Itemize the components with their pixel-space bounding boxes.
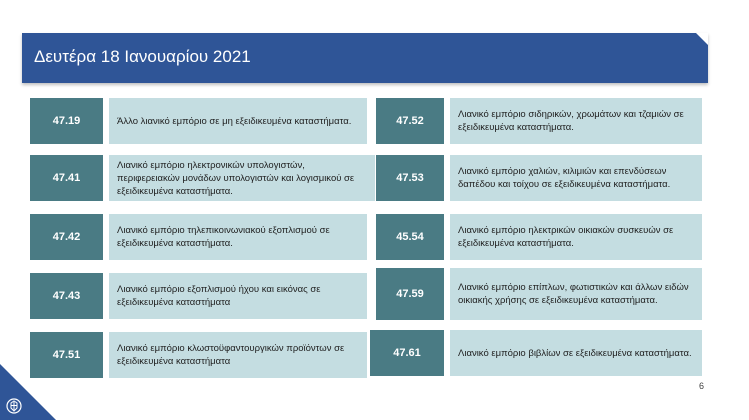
activity-code: 47.42: [30, 214, 103, 260]
activity-code: 47.41: [30, 155, 103, 201]
activity-code: 47.43: [30, 273, 103, 319]
activity-description: Λιανικό εμπόριο εξοπλισμού ήχου και εικόνας σε εξειδικευμένα καταστήματα: [109, 273, 367, 319]
page-number: 6: [699, 381, 705, 391]
activity-description: Λιανικό εμπόριο βιβλίων σε εξειδικευμένα καταστήματα.: [450, 330, 702, 376]
list-item: [30, 155, 375, 201]
activity-description: Άλλο λιανικό εμπόριο σε μη εξειδικευμένα καταστήματα.: [109, 98, 367, 144]
activity-code: 47.53: [376, 155, 444, 201]
activity-description: Λιανικό εμπόριο χαλιών, κιλιμιών και επενδύσεων δαπέδου και τοίχου σε εξειδικευμένα καταστήματα.: [450, 155, 702, 201]
list-item: [30, 332, 367, 378]
header-corner-fold: [696, 33, 708, 45]
list-item: [376, 214, 702, 260]
activity-code: 45.54: [376, 214, 444, 260]
list-item: [30, 98, 367, 144]
list-item: [370, 330, 702, 376]
list-item: [376, 98, 702, 144]
activity-code: 47.61: [370, 330, 444, 376]
list-item: [376, 268, 702, 320]
slide-title: Δευτέρα 18 Ιανουαρίου 2021: [34, 47, 251, 66]
activity-description: Λιανικό εμπόριο επίπλων, φωτιστικών και άλλων ειδών οικιακής χρήσης σε εξειδικευμένα καταστήματα.: [450, 268, 702, 320]
activity-code: 47.51: [30, 332, 103, 378]
activity-description: Λιανικό εμπόριο ηλεκτρονικών υπολογιστών, περιφερειακών μονάδων υπολογιστών και λογισμικού σε εξειδικευμένα καταστήματα.: [109, 155, 375, 201]
activity-description: Λιανικό εμπόριο ηλεκτρικών οικιακών συσκευών σε εξειδικευμένα καταστήματα.: [450, 214, 702, 260]
activity-code: 47.19: [30, 98, 103, 144]
list-item: [30, 273, 367, 319]
slide-header: [22, 33, 708, 83]
activity-description: Λιανικό εμπόριο τηλεπικοινωνιακού εξοπλισμού σε εξειδικευμένα καταστήματα.: [109, 214, 367, 260]
activity-code: 47.52: [376, 98, 444, 144]
activity-description: Λιανικό εμπόριο σιδηρικών, χρωμάτων και τζαμιών σε εξειδικευμένα καταστήματα.: [450, 98, 702, 144]
greek-government-emblem-icon: [6, 398, 22, 414]
activity-code: 47.59: [376, 268, 444, 320]
activity-description: Λιανικό εμπόριο κλωστοϋφαντουργικών προϊόντων σε εξειδικευμένα καταστήματα: [109, 332, 367, 378]
list-item: [30, 214, 367, 260]
list-item: [376, 155, 702, 201]
